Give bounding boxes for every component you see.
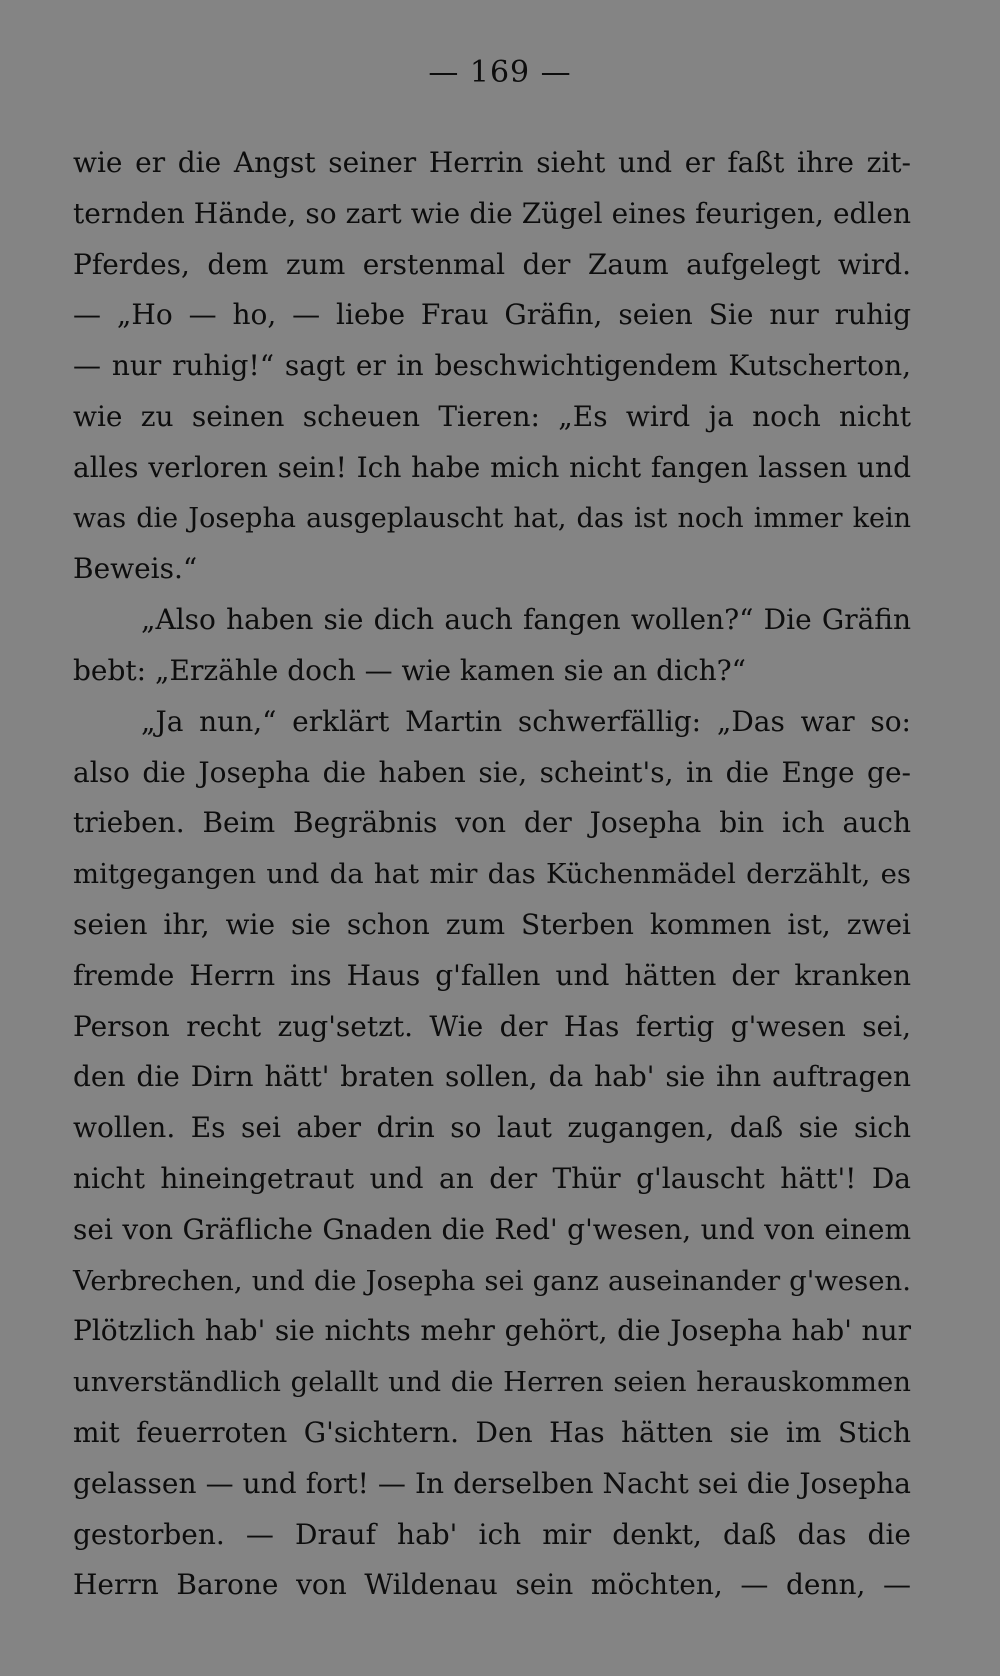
text-line: unverständlich gelallt und die Herren seien herauskommen [73,1366,911,1399]
text-line: Person recht zug'setzt. Wie der Has fertig g'wesen sei, [73,1009,911,1043]
text-line: — „Ho — ho, — liebe Frau Gräfin, seien Sie nur ruhig [73,298,911,332]
text-line: Verbrechen, und die Josepha sei ganz auseinander g'wesen. [73,1264,911,1297]
text-line: fremde Herrn ins Haus g'fallen und hätten der kranken [73,958,911,992]
text-line: Beweis.“ [73,552,198,586]
text-line: Herrn Barone von Wildenau sein möchten, — denn, — [73,1568,911,1602]
text-line: wie er die Angst seiner Herrin sieht und er faßt ihre zit- [73,146,911,179]
text-line: sei von Gräfliche Gnaden die Red' g'wesen, und von einem [73,1212,911,1246]
text-line: also die Josepha die haben sie, scheint's, in die Enge ge- [73,755,911,789]
text-line: gestorben. — Drauf hab' ich mir denkt, daß das die [73,1517,911,1551]
text-line: „Ja nun,“ erklärt Martin schwerfällig: „Das war so: [141,704,911,738]
text-line: mit feuerroten G'sichtern. Den Has hätten sie im Stich [73,1415,911,1449]
text-line: trieben. Beim Begräbnis von der Josepha bin ich auch [73,806,911,840]
text-line: Pferdes, dem zum erstenmal der Zaum aufgelegt wird. [73,247,911,281]
text-line: gelassen — und fort! — In derselben Nacht sei die Josepha [73,1466,911,1500]
text-line: Plötzlich hab' sie nichts mehr gehört, die Josepha hab' nur [73,1314,911,1348]
text-line: „Also haben sie dich auch fangen wollen?“ Die Gräfin [141,603,911,637]
text-line: wollen. Es sei aber drin so laut zugangen, daß sie sich [73,1111,911,1145]
text-line: — nur ruhig!“ sagt er in beschwichtigendem Kutscherton, [73,349,911,383]
text-line: ternden Hände, so zart wie die Zügel eines feurigen, edlen [73,196,911,230]
text-line: bebt: „Erzähle doch — wie kamen sie an dich?“ [73,653,746,687]
text-line: wie zu seinen scheuen Tieren: „Es wird ja noch nicht [73,399,911,433]
page-number: — 169 — [428,55,572,90]
text-line: alles verloren sein! Ich habe mich nicht fangen lassen und [73,450,911,484]
text-line: was die Josepha ausgeplauscht hat, das ist noch immer kein [73,502,911,534]
text-line: seien ihr, wie sie schon zum Sterben kommen ist, zwei [73,907,911,941]
text-line: nicht hineingetraut und an der Thür g'lauscht hätt'! Da [73,1161,911,1195]
text-line: mitgegangen und da hat mir das Küchenmädel derzählt, es [73,858,911,891]
text-line: den die Dirn hätt' braten sollen, da hab' sie ihn auftragen [73,1060,911,1094]
body-text [73,138,911,1611]
